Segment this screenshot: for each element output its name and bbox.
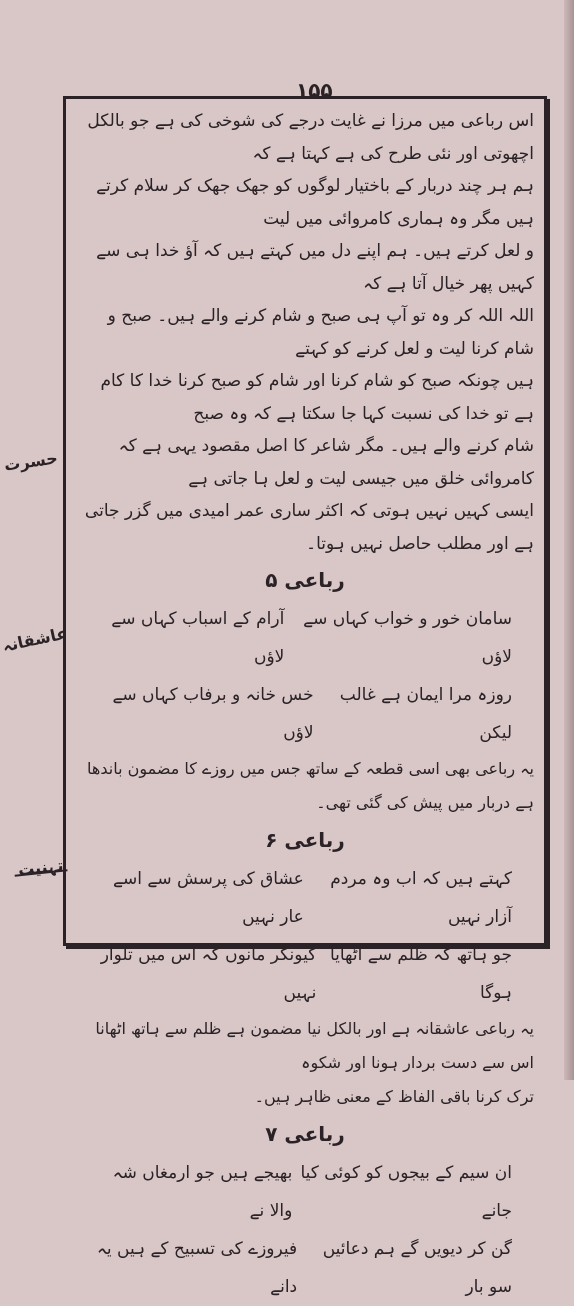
rubai-5-couplet (76, 676, 534, 752)
hemistich: گن کر دیویں گے ہم دعائیں سو بار (322, 1239, 512, 1297)
margin-note-hasrat: حسرت (2, 448, 59, 475)
rubai-6-couplet (76, 936, 534, 1012)
hemistich: فیروزے کی تسبیح کے ہیں یہ دانے (96, 1239, 298, 1297)
rubai-7-couplet (76, 1154, 534, 1230)
hemistich: بھیجے ہیں جو ارمغاں شہ والا نے (112, 1163, 293, 1221)
text-frame (63, 96, 547, 1297)
rubai-6-note-line: ترک کرنا باقی الفاظ کے معنی ظاہر ہیں۔ (254, 1087, 534, 1106)
hemistich: روزہ مرا ایمان ہے غالب لیکن (339, 685, 512, 743)
page-edge-shadow (564, 0, 574, 1080)
hemistich: کہتے ہیں کہ اب وہ مردم آزار نہیں (330, 869, 512, 927)
hemistich: کیونکر مانوں کہ اس میں تلوار نہیں (100, 945, 317, 1003)
rubai-5-note: یہ رباعی بھی اسی قطعہ کے ساتھ جس میں روزے کا مضمون باندھا ہے دربار میں پیش کی گئی تھی۔ (87, 759, 534, 812)
text-line: ہم ہر چند دربار کے باختیار لوگوں کو جھک جھک کر سلام کرتے ہیں مگر وہ ہماری کامروائی میں لیت (96, 176, 534, 229)
rubai-7-heading: رباعی ۷ (265, 1122, 345, 1146)
page-number: ۱۵۵ (296, 78, 333, 102)
rubai-6-heading: رباعی ۶ (265, 828, 345, 852)
page-content (76, 105, 534, 1306)
text-line: اس رباعی میں مرزا نے غایت درجے کی شوخی کی ہے جو بالکل اچھوتی اور نئی طرح کی ہے کہتا ہے کہ (87, 111, 534, 164)
margin-note-tahniyat: تہنیت (17, 855, 65, 880)
text-line: ہیں چونکہ صبح کو شام کرنا اور شام کو صبح کرنا خدا کا کام ہے تو خدا کی نسبت کہا جا سکتا ہے کہ وہ صبح (100, 371, 534, 424)
text-line: اللہ اللہ کر وہ تو آپ ہی صبح و شام کرنے والے ہیں۔ صبح و شام کرنا لیت و لعل کرنے کو کہتے (107, 306, 534, 359)
intro-paragraph (76, 105, 534, 560)
hemistich: جو ہاتھ کہ ظلم سے اٹھایا ہوگا (329, 945, 512, 1003)
hemistich: آرام کے اسباب کہاں سے لاؤں (111, 609, 285, 667)
rubai-6-note-line: یہ رباعی عاشقانہ ہے اور بالکل نیا مضمون ہے ظلم سے ہاتھ اٹھانا اس سے دست بردار ہونا اور شکوہ (95, 1019, 534, 1072)
margin-note-ashiqana: عاشقانہ (0, 623, 69, 656)
rubai-5-heading: رباعی ۵ (265, 568, 345, 592)
hemistich: خس خانہ و برفاب کہاں سے لاؤں (112, 685, 314, 743)
rubai-5-couplet (76, 600, 534, 676)
rubai-7-couplet (76, 1230, 534, 1306)
text-line: شام کرنے والے ہیں۔ مگر شاعر کا اصل مقصود یہی ہے کہ کامروائی خلق میں جیسی لیت و لعل ہا جاتی ہے (118, 436, 534, 489)
hemistich: عشاق کی پرسش سے اسے عار نہیں (113, 869, 304, 927)
text-line: و لعل کرتے ہیں۔ ہم اپنے دل میں کہتے ہیں کہ آؤ خدا ہی سے کہیں پھر خیال آتا ہے کہ (96, 241, 534, 294)
hemistich: ان سیم کے بیجوں کو کوئی کیا جانے (300, 1163, 512, 1221)
rubai-6-couplet (76, 860, 534, 936)
text-line: ایسی کہیں نہیں ہوتی کہ اکثر ساری عمر امیدی میں گزر جاتی ہے اور مطلب حاصل نہیں ہوتا۔ (84, 501, 534, 554)
hemistich: سامان خور و خواب کہاں سے لاؤں (303, 609, 512, 667)
